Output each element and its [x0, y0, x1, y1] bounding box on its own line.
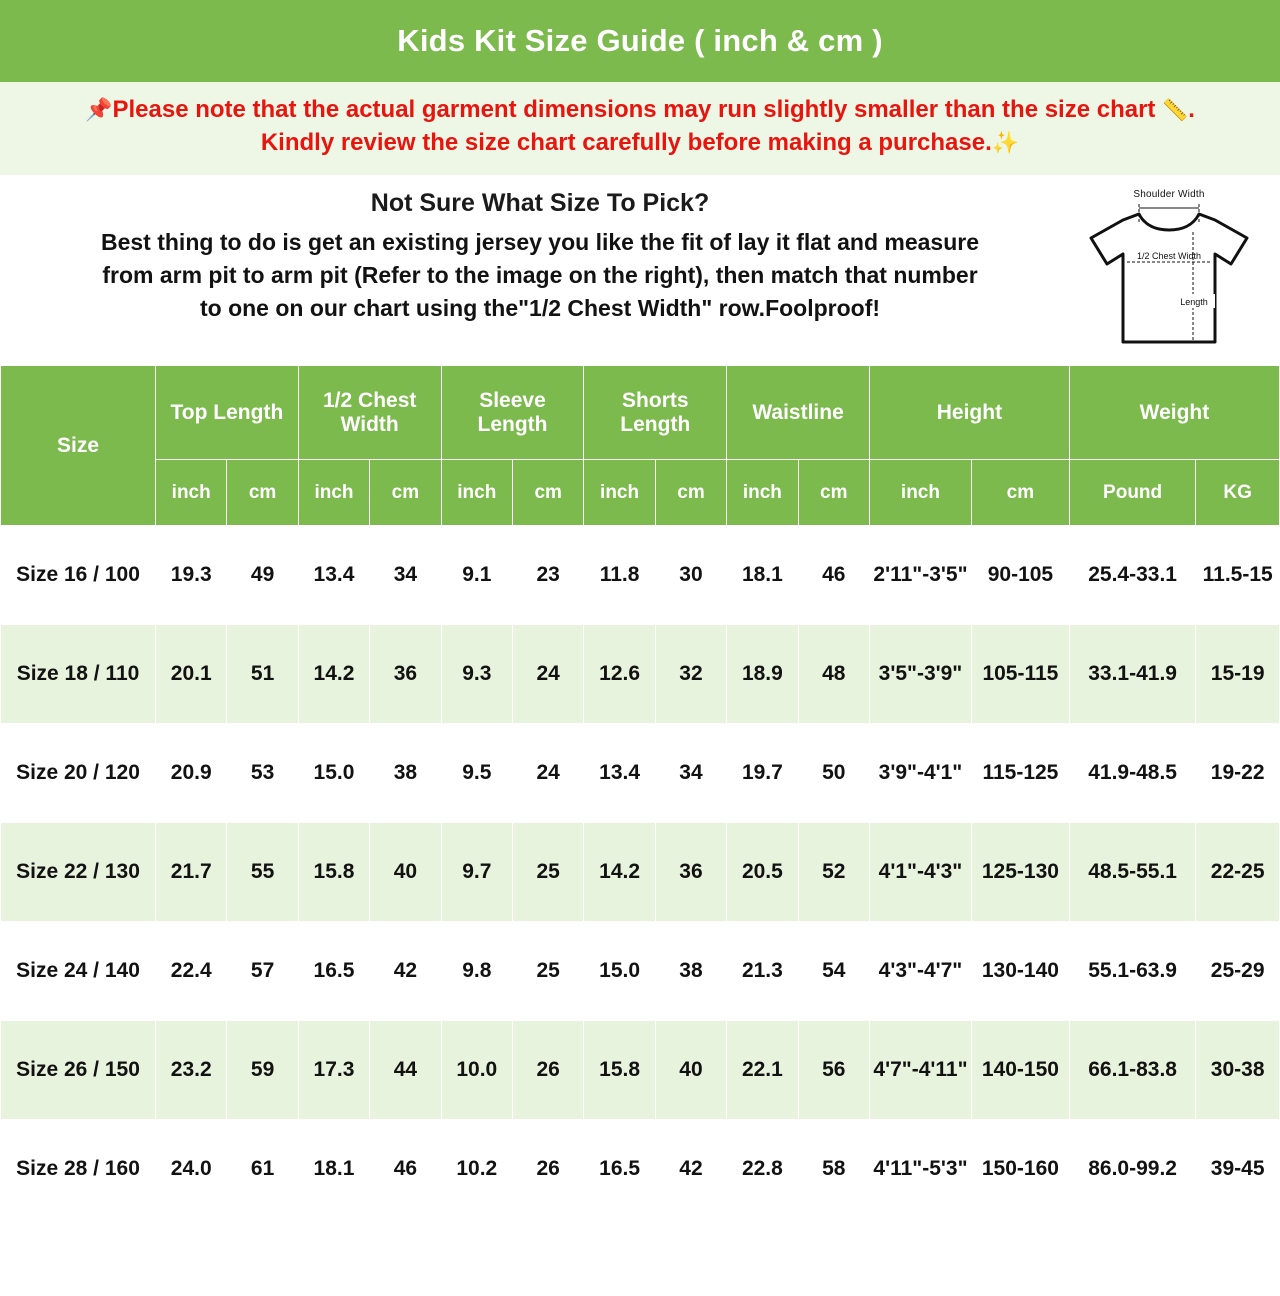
cell: 24	[512, 625, 583, 724]
info-text-block	[0, 189, 1080, 324]
header-waistline: Waistline	[727, 366, 870, 460]
header-half-chest-width: 1/2 Chest Width	[298, 366, 441, 460]
cell: 9.5	[441, 724, 512, 823]
unit-chest-cm: cm	[370, 460, 441, 526]
cell: 59	[227, 1021, 298, 1120]
cell: 140-150	[971, 1021, 1069, 1120]
row-size-label: Size 16 / 100	[1, 526, 156, 625]
cell: 20.1	[156, 625, 227, 724]
header-shorts-length: Shorts Length	[584, 366, 727, 460]
cell: 23	[512, 526, 583, 625]
cell: 125-130	[971, 823, 1069, 922]
cell: 21.7	[156, 823, 227, 922]
cell: 61	[227, 1120, 298, 1219]
cell: 25	[512, 922, 583, 1021]
cell: 4'3"-4'7"	[869, 922, 971, 1021]
cell: 53	[227, 724, 298, 823]
cell: 12.6	[584, 625, 655, 724]
note-text-1: Please note that the actual garment dimensions may run slightly smaller than the size chart	[112, 96, 1156, 123]
unit-top-length-cm: cm	[227, 460, 298, 526]
cell: 20.9	[156, 724, 227, 823]
cell: 90-105	[971, 526, 1069, 625]
sparkle-icon: ✨	[991, 129, 1020, 155]
cell: 16.5	[584, 1120, 655, 1219]
table-row	[1, 922, 1280, 1021]
cell: 40	[370, 823, 441, 922]
cell: 26	[512, 1120, 583, 1219]
cell: 26	[512, 1021, 583, 1120]
cell: 130-140	[971, 922, 1069, 1021]
cell: 10.2	[441, 1120, 512, 1219]
table-row	[1, 625, 1280, 724]
table-header	[1, 366, 1280, 526]
tshirt-icon	[1081, 202, 1257, 350]
cell: 58	[798, 1120, 869, 1219]
row-size-label: Size 18 / 110	[1, 625, 156, 724]
cell: 21.3	[727, 922, 798, 1021]
cell: 20.5	[727, 823, 798, 922]
cell: 25	[512, 823, 583, 922]
header-height: Height	[869, 366, 1069, 460]
info-band	[0, 175, 1280, 365]
cell: 34	[370, 526, 441, 625]
unit-top-length-inch: inch	[156, 460, 227, 526]
cell: 3'5"-3'9"	[869, 625, 971, 724]
cell: 49	[227, 526, 298, 625]
cell: 19.3	[156, 526, 227, 625]
note-text-1-tail: .	[1188, 96, 1195, 123]
cell: 55.1-63.9	[1069, 922, 1195, 1021]
cell: 23.2	[156, 1021, 227, 1120]
cell: 54	[798, 922, 869, 1021]
cell: 14.2	[584, 823, 655, 922]
cell: 15.0	[584, 922, 655, 1021]
cell: 4'1"-4'3"	[869, 823, 971, 922]
header-size: Size	[1, 366, 156, 526]
cell: 9.1	[441, 526, 512, 625]
row-size-label: Size 20 / 120	[1, 724, 156, 823]
cell: 32	[655, 625, 726, 724]
cell: 36	[370, 625, 441, 724]
cell: 40	[655, 1021, 726, 1120]
cell: 19.7	[727, 724, 798, 823]
row-size-label: Size 24 / 140	[1, 922, 156, 1021]
cell: 19-22	[1196, 724, 1280, 823]
cell: 14.2	[298, 625, 369, 724]
cell: 86.0-99.2	[1069, 1120, 1195, 1219]
header-weight: Weight	[1069, 366, 1279, 460]
unit-sleeve-cm: cm	[512, 460, 583, 526]
header-sleeve-length: Sleeve Length	[441, 366, 584, 460]
cell: 4'7"-4'11"	[869, 1021, 971, 1120]
cell: 16.5	[298, 922, 369, 1021]
cell: 38	[370, 724, 441, 823]
cell: 115-125	[971, 724, 1069, 823]
cell: 18.1	[298, 1120, 369, 1219]
cell: 51	[227, 625, 298, 724]
cell: 9.7	[441, 823, 512, 922]
cell: 150-160	[971, 1120, 1069, 1219]
table-row	[1, 724, 1280, 823]
cell: 57	[227, 922, 298, 1021]
cell: 38	[655, 922, 726, 1021]
note-text-2: Kindly review the size chart carefully before making a purchase.	[260, 128, 992, 156]
cell: 105-115	[971, 625, 1069, 724]
table-row	[1, 1120, 1280, 1219]
info-line-1: Best thing to do is get an existing jersey you like the fit of lay it flat and measure	[100, 229, 980, 256]
cell: 42	[370, 922, 441, 1021]
cell: 15-19	[1196, 625, 1280, 724]
cell: 22.8	[727, 1120, 798, 1219]
unit-waist-cm: cm	[798, 460, 869, 526]
cell: 18.1	[727, 526, 798, 625]
cell: 18.9	[727, 625, 798, 724]
unit-shorts-inch: inch	[584, 460, 655, 526]
row-size-label: Size 26 / 150	[1, 1021, 156, 1120]
table-row	[1, 1021, 1280, 1120]
table-body	[1, 526, 1280, 1219]
svg-text:Length: Length	[1180, 297, 1208, 308]
cell: 9.8	[441, 922, 512, 1021]
cell: 15.8	[298, 823, 369, 922]
cell: 52	[798, 823, 869, 922]
title-bar	[0, 0, 1280, 82]
cell: 55	[227, 823, 298, 922]
note-band	[0, 82, 1280, 175]
ruler-icon: 📏	[1162, 99, 1189, 122]
cell: 13.4	[584, 724, 655, 823]
pin-icon: 📌	[85, 97, 113, 122]
unit-height-inch: inch	[869, 460, 971, 526]
page-title: Kids Kit Size Guide ( inch & cm )	[397, 23, 883, 58]
cell: 22-25	[1196, 823, 1280, 922]
cell: 48.5-55.1	[1069, 823, 1195, 922]
cell: 25.4-33.1	[1069, 526, 1195, 625]
cell: 33.1-41.9	[1069, 625, 1195, 724]
cell: 15.8	[584, 1021, 655, 1120]
row-size-label: Size 28 / 160	[1, 1120, 156, 1219]
unit-weight-kg: KG	[1196, 460, 1280, 526]
info-heading: Not Sure What Size To Pick?	[370, 189, 710, 218]
cell: 44	[370, 1021, 441, 1120]
cell: 56	[798, 1021, 869, 1120]
tshirt-diagram	[1080, 189, 1280, 350]
cell: 9.3	[441, 625, 512, 724]
cell: 3'9"-4'1"	[869, 724, 971, 823]
cell: 66.1-83.8	[1069, 1021, 1195, 1120]
cell: 11.5-15	[1196, 526, 1280, 625]
table-group-header-row	[1, 366, 1280, 460]
note-line-2	[10, 127, 1270, 160]
cell: 24	[512, 724, 583, 823]
shoulder-width-label: Shoulder Width	[1133, 189, 1205, 201]
cell: 36	[655, 823, 726, 922]
cell: 24.0	[156, 1120, 227, 1219]
cell: 11.8	[584, 526, 655, 625]
unit-waist-inch: inch	[727, 460, 798, 526]
cell: 25-29	[1196, 922, 1280, 1021]
cell: 42	[655, 1120, 726, 1219]
cell: 22.4	[156, 922, 227, 1021]
unit-sleeve-inch: inch	[441, 460, 512, 526]
size-chart-table	[0, 365, 1280, 1219]
info-line-2: from arm pit to arm pit (Refer to the image on the right), then match that number	[102, 261, 978, 288]
unit-shorts-cm: cm	[655, 460, 726, 526]
cell: 30	[655, 526, 726, 625]
cell: 50	[798, 724, 869, 823]
cell: 46	[370, 1120, 441, 1219]
cell: 10.0	[441, 1021, 512, 1120]
cell: 46	[798, 526, 869, 625]
cell: 4'11"-5'3"	[869, 1120, 971, 1219]
cell: 13.4	[298, 526, 369, 625]
info-line-3: to one on our chart using the"1/2 Chest Width" row.Foolproof!	[199, 294, 881, 321]
note-line-1	[10, 94, 1270, 127]
header-top-length: Top Length	[156, 366, 299, 460]
unit-weight-pound: Pound	[1069, 460, 1195, 526]
cell: 34	[655, 724, 726, 823]
cell: 30-38	[1196, 1021, 1280, 1120]
cell: 2'11"-3'5"	[869, 526, 971, 625]
row-size-label: Size 22 / 130	[1, 823, 156, 922]
table-row	[1, 823, 1280, 922]
table-row	[1, 526, 1280, 625]
cell: 41.9-48.5	[1069, 724, 1195, 823]
cell: 39-45	[1196, 1120, 1280, 1219]
table-unit-header-row	[1, 460, 1280, 526]
unit-height-cm: cm	[971, 460, 1069, 526]
cell: 48	[798, 625, 869, 724]
svg-text:1/2 Chest Width: 1/2 Chest Width	[1136, 251, 1202, 262]
unit-chest-inch: inch	[298, 460, 369, 526]
cell: 15.0	[298, 724, 369, 823]
cell: 17.3	[298, 1021, 369, 1120]
cell: 22.1	[727, 1021, 798, 1120]
